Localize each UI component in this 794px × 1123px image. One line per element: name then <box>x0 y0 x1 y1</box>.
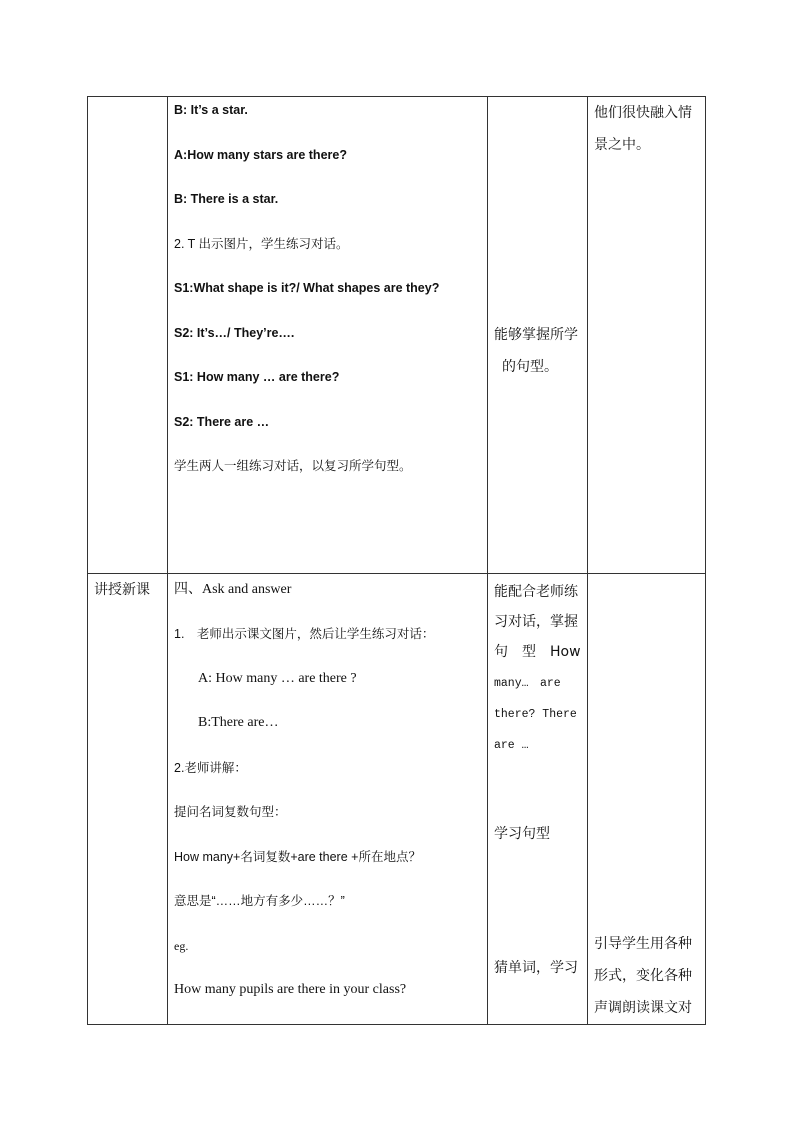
dialogue-line: B: It’s a star. <box>174 103 248 117</box>
goal-line: 习对话，掌握 <box>494 614 578 630</box>
dialogue-line: S2: There are … <box>174 415 270 429</box>
dialogue-line: B: There is a star. <box>174 192 279 206</box>
activity-cell <box>168 574 488 1025</box>
goal-line: 能配合老师练 <box>494 584 578 600</box>
goal-line: 能够掌握所学 <box>494 327 578 343</box>
table-row <box>88 97 706 574</box>
example-line: How many pupils are there in your class? <box>174 982 407 997</box>
dialogue-line: B:There are… <box>198 715 279 730</box>
activity-cell <box>168 97 488 574</box>
dialogue-line: S1: How many … are there? <box>174 370 340 384</box>
goal-line: 的句型。 <box>502 359 558 375</box>
instruction-line: 2.老师讲解： <box>174 761 247 775</box>
purpose-cell <box>588 574 706 1025</box>
pattern-line: How many+名词复数+are there +所在地点？ <box>174 850 421 864</box>
purpose-line: 他们很快融入情 <box>594 105 692 121</box>
purpose-line: 声调朗读课文对 <box>594 1000 692 1016</box>
example-label: eg. <box>174 939 189 953</box>
goal-line: 句 型 How <box>494 644 581 660</box>
goal-line: 猜单词，学习 <box>494 960 578 976</box>
stage-label: 讲授新课 <box>94 582 150 598</box>
lesson-plan-table <box>87 96 706 1025</box>
dialogue-line: A:How many stars are there? <box>174 148 347 162</box>
purpose-line: 引导学生用各种 <box>594 936 692 952</box>
instruction-line: 学生两人一组练习对话，以复习所学句型。 <box>174 459 412 473</box>
instruction-line: 提问名词复数句型： <box>174 805 287 819</box>
instruction-line: 1. 老师出示课文图片，然后让学生练习对话： <box>174 627 435 641</box>
purpose-line: 形式，变化各种 <box>594 968 692 984</box>
section-heading: 四、Ask and answer <box>174 582 292 597</box>
dialogue-line: A: How many … are there ? <box>198 671 357 686</box>
goal-line: are … <box>494 739 529 752</box>
stage-cell <box>88 97 168 574</box>
purpose-line: 景之中。 <box>594 137 650 153</box>
dialogue-line: S1:What shape is it?/ What shapes are they? <box>174 281 440 295</box>
goal-cell <box>488 97 588 574</box>
goal-cell <box>488 574 588 1025</box>
stage-cell <box>88 574 168 1025</box>
instruction-line: 2. T 出示图片，学生练习对话。 <box>174 237 349 251</box>
dialogue-line: S2: It’s…/ They’re…. <box>174 326 295 340</box>
meaning-line: 意思是“……地方有多少……？” <box>174 894 345 908</box>
goal-line: many… are <box>494 677 561 690</box>
goal-line: there? There <box>494 708 577 721</box>
purpose-cell <box>588 97 706 574</box>
table-row <box>88 574 706 1025</box>
goal-line: 学习句型 <box>494 826 550 842</box>
